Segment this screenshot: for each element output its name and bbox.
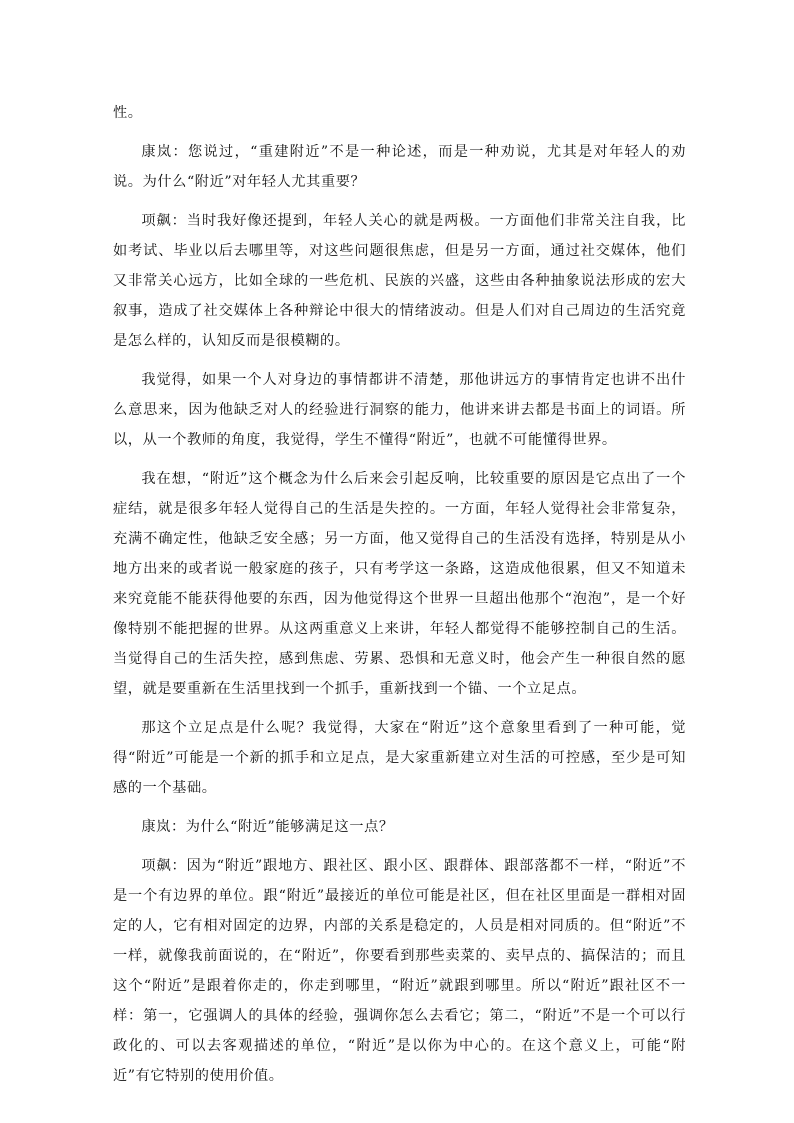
paragraph-answer-1-part-3: 我在想，“附近”这个概念为什么后来会引起反响，比较重要的原因是它点出了一个症结，就是很多年轻人觉得自己的生活是失控的。一方面，年轻人觉得社会非常复杂，充满不确定性，他缺乏安全感；另一方面，他又觉得自己的生活没有选择，特别是从小地方出来的或者说一般家庭的孩子，只有考学这一条路，这造成他很累，但又不知道未来究竟能不能获得他要的东西，因为他觉得这个世界一旦超出他那个“泡泡”，是一个好像特别不能把握的世界。从这两重意义上来讲，年轻人都觉得不能够控制自己的生活。当觉得自己的生活失控，感到焦虑、劳累、恐惧和无意义时，他会产生一种很自然的愿望，就是要重新在生活里找到一个抓手，重新找到一个锚、一个立足点。	[113, 471, 686, 697]
paragraph-question-2: 康岚：为什么“附近”能够满足这一点？	[141, 819, 394, 835]
paragraph-answer-2: 项飙：因为“附近”跟地方、跟社区、跟小区、跟群体、跟部落都不一样，“附近”不是一个有边界的单位。跟“附近”最接近的单位可能是社区，但在社区里面是一群相对固定的人，它有相对固定的边界，内部的关系是稳定的，人员是相对同质的。但“附近”不一样，就像我前面说的，在“附近”，你要看到那些卖菜的、卖早点的、搞保洁的；而且这个“附近”是跟着你走的，你走到哪里，“附近”就跟到哪里。所以“附近”跟社区不一样：第一，它强调人的具体的经验，强调你怎么去看它；第二，“附近”不是一个可以行政化的、可以去客观描述的单位，“附近”是以你为中心的。在这个意义上，可能“附近”有它特别的使用价值。	[113, 858, 686, 1084]
paragraph-answer-1: 项飙：当时我好像还提到，年轻人关心的就是两极。一方面他们非常关注自我，比如考试、毕业以后去哪里等，对这些问题很焦虑，但是另一方面，通过社交媒体，他们又非常关心远方，比如全球的一些危机、民族的兴盛，这些由各种抽象说法形成的宏大叙事，造成了社交媒体上各种辩论中很大的情绪波动。但是人们对自己周边的生活究竟是怎么样的，认知反而是很模糊的。	[113, 213, 686, 349]
paragraph-answer-1-part-2: 我觉得，如果一个人对身边的事情都讲不清楚，那他讲远方的事情肯定也讲不出什么意思来，因为他缺乏对人的经验进行洞察的能力，他讲来讲去都是书面上的词语。所以，从一个教师的角度，我觉得，学生不懂得“附近”，也就不可能懂得世界。	[113, 372, 686, 448]
paragraph-question-1: 康岚：您说过，“重建附近”不是一种论述，而是一种劝说，尤其是对年轻人的劝说。为什么“附近”对年轻人尤其重要？	[113, 144, 686, 190]
article-body	[113, 98, 686, 1100]
paragraph-continuation: 性。	[113, 105, 143, 121]
paragraph-answer-1-part-4: 那这个立足点是什么呢？我觉得，大家在“附近”这个意象里看到了一种可能，觉得“附近”可能是一个新的抓手和立足点，是大家重新建立对生活的可控感，至少是可知感的一个基础。	[113, 720, 686, 796]
